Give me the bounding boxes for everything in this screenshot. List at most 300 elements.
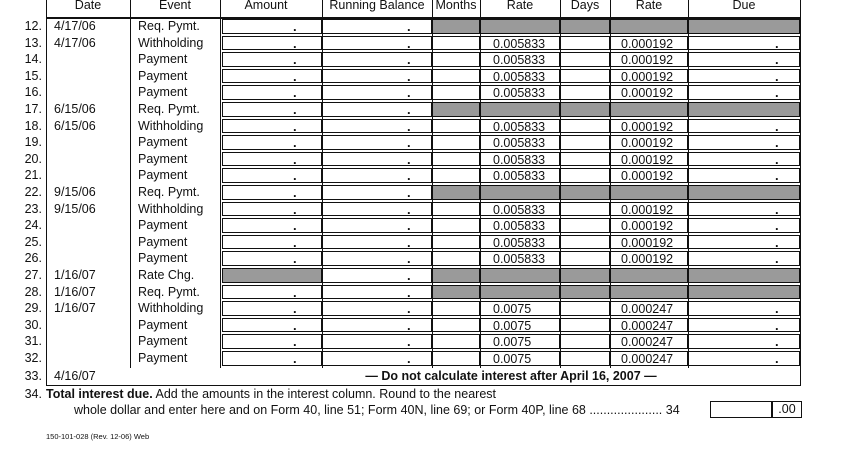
row-event: Payment xyxy=(138,251,188,266)
days-field[interactable] xyxy=(560,69,610,84)
row-date: 6/15/06 xyxy=(54,118,96,133)
line-number: 24. xyxy=(24,218,42,233)
amount-field[interactable] xyxy=(222,351,322,366)
monthly-rate-cell xyxy=(480,334,560,349)
decimal-point: . xyxy=(293,85,297,101)
months-field[interactable] xyxy=(432,235,480,250)
months-field[interactable] xyxy=(432,202,480,217)
running-balance-field[interactable] xyxy=(322,52,432,67)
row-event: Withholding xyxy=(138,35,204,50)
days-field[interactable] xyxy=(560,135,610,150)
line-number: 15. xyxy=(24,68,42,83)
days-field[interactable] xyxy=(560,251,610,266)
decimal-point: . xyxy=(293,19,297,34)
decimal-point: . xyxy=(293,218,297,234)
col-header-days: Days xyxy=(570,0,600,12)
interest-due-field[interactable] xyxy=(688,135,800,150)
total-interest-label: Total interest due. xyxy=(46,387,153,401)
days-field[interactable] xyxy=(560,52,610,67)
daily-rate-cell xyxy=(610,334,688,349)
decimal-point: . xyxy=(775,118,779,134)
table-row xyxy=(0,151,850,168)
months-field[interactable] xyxy=(432,334,480,349)
table-row xyxy=(0,118,850,135)
decimal-point: . xyxy=(407,317,411,333)
decimal-point: . xyxy=(775,334,779,350)
decimal-point: . xyxy=(775,168,779,184)
monthly-rate-value: 0.0075 xyxy=(493,318,532,333)
months-field[interactable] xyxy=(432,36,480,51)
daily-rate-value: 0.000192 xyxy=(621,202,674,217)
monthly-rate-value: 0.005833 xyxy=(493,235,546,250)
line-number: 32. xyxy=(24,351,42,365)
amount-field[interactable] xyxy=(222,168,322,183)
mrate-shaded xyxy=(480,19,560,34)
daily-rate-value: 0.000192 xyxy=(621,136,674,151)
column-divider xyxy=(560,0,561,368)
monthly-rate-cell xyxy=(480,52,560,67)
due-shaded xyxy=(688,268,800,283)
drate-shaded xyxy=(610,19,688,34)
monthly-rate-cell xyxy=(480,301,560,316)
days-shaded xyxy=(560,268,610,283)
decimal-point: . xyxy=(407,284,411,300)
line-number: 18. xyxy=(24,118,42,133)
days-field[interactable] xyxy=(560,168,610,183)
running-balance-field[interactable] xyxy=(322,85,432,100)
decimal-point: . xyxy=(293,102,297,117)
daily-rate-value: 0.000192 xyxy=(621,86,674,101)
table-row xyxy=(0,250,850,267)
row-event: Payment xyxy=(138,334,188,349)
table-row xyxy=(0,134,850,151)
interest-due-field[interactable] xyxy=(688,119,800,134)
daily-rate-cell xyxy=(610,52,688,67)
running-balance-field[interactable] xyxy=(322,334,432,349)
running-balance-field[interactable] xyxy=(322,102,432,117)
decimal-point: . xyxy=(775,351,779,366)
decimal-point: . xyxy=(775,251,779,267)
interest-due-field[interactable] xyxy=(688,235,800,250)
daily-rate-value: 0.000192 xyxy=(621,36,674,51)
daily-rate-value: 0.000247 xyxy=(621,335,674,350)
running-balance-field[interactable] xyxy=(322,251,432,266)
decimal-point: . xyxy=(407,185,411,200)
decimal-point: . xyxy=(407,19,411,34)
total-interest-destination: whole dollar and enter here and on Form 40, line 51; Form 40N, line 69; or Form 40P, line 68 ..................... 34 xyxy=(74,403,680,417)
daily-rate-cell xyxy=(610,135,688,150)
days-field[interactable] xyxy=(560,119,610,134)
mrate-shaded xyxy=(480,285,560,300)
decimal-point: . xyxy=(293,201,297,217)
daily-rate-value: 0.000192 xyxy=(621,53,674,68)
daily-rate-cell xyxy=(610,218,688,233)
days-field[interactable] xyxy=(560,334,610,349)
row-event: Payment xyxy=(138,317,188,332)
decimal-point: . xyxy=(407,85,411,101)
table-row xyxy=(0,84,850,101)
decimal-point: . xyxy=(407,68,411,84)
total-interest-dollars-field[interactable] xyxy=(710,401,772,418)
table-row xyxy=(0,333,850,350)
decimal-point: . xyxy=(407,218,411,234)
row-date: 1/16/07 xyxy=(54,268,96,282)
amount-field[interactable] xyxy=(222,218,322,233)
row-event: Payment xyxy=(138,218,188,233)
interest-due-field[interactable] xyxy=(688,301,800,316)
decimal-point: . xyxy=(293,118,297,134)
months-field[interactable] xyxy=(432,135,480,150)
table-bottom-rule xyxy=(46,385,800,386)
row-event: Payment xyxy=(138,234,188,249)
table-row xyxy=(0,51,850,68)
days-shaded xyxy=(560,285,610,300)
decimal-point: . xyxy=(293,234,297,250)
decimal-point: . xyxy=(293,185,297,200)
drate-shaded xyxy=(610,268,688,283)
decimal-point: . xyxy=(775,52,779,68)
interest-due-field[interactable] xyxy=(688,168,800,183)
row-event: Payment xyxy=(138,85,188,100)
daily-rate-cell xyxy=(610,36,688,51)
monthly-rate-cell xyxy=(480,168,560,183)
row-event: Req. Pymt. xyxy=(138,284,200,299)
running-balance-field[interactable] xyxy=(322,285,432,300)
due-shaded xyxy=(688,19,800,34)
row-event: Withholding xyxy=(138,201,204,216)
months-field[interactable] xyxy=(432,251,480,266)
running-balance-field[interactable] xyxy=(322,202,432,217)
interest-due-field[interactable] xyxy=(688,334,800,349)
amount-field[interactable] xyxy=(222,185,322,200)
table-row xyxy=(0,35,850,52)
table-border-right xyxy=(800,0,801,386)
months-field[interactable] xyxy=(432,301,480,316)
table-border-left xyxy=(46,0,47,386)
monthly-rate-cell xyxy=(480,351,560,366)
monthly-rate-cell xyxy=(480,135,560,150)
days-field[interactable] xyxy=(560,218,610,233)
line-number: 28. xyxy=(24,284,42,299)
amount-field[interactable] xyxy=(222,301,322,316)
interest-due-field[interactable] xyxy=(688,218,800,233)
running-balance-field[interactable] xyxy=(322,36,432,51)
daily-rate-cell xyxy=(610,69,688,84)
amount-field[interactable] xyxy=(222,102,322,117)
table-row xyxy=(0,317,850,334)
interest-due-field[interactable] xyxy=(688,69,800,84)
row-event: Payment xyxy=(138,168,188,183)
decimal-point: . xyxy=(407,301,411,317)
monthly-rate-cell xyxy=(480,119,560,134)
interest-due-field[interactable] xyxy=(688,52,800,67)
line-number: 14. xyxy=(24,52,42,67)
row-event: Payment xyxy=(138,351,188,365)
decimal-point: . xyxy=(407,52,411,68)
daily-rate-cell xyxy=(610,168,688,183)
monthly-rate-value: 0.005833 xyxy=(493,152,546,167)
drate-shaded xyxy=(610,185,688,200)
monthly-rate-value: 0.0075 xyxy=(493,352,532,366)
amount-field[interactable] xyxy=(222,19,322,34)
monthly-rate-value: 0.005833 xyxy=(493,252,546,267)
line-number: 31. xyxy=(24,334,42,349)
decimal-point: . xyxy=(293,52,297,68)
days-field[interactable] xyxy=(560,85,610,100)
interest-due-field[interactable] xyxy=(688,85,800,100)
amount-field[interactable] xyxy=(222,52,322,67)
mrate-shaded xyxy=(480,185,560,200)
decimal-point: . xyxy=(407,135,411,151)
decimal-point: . xyxy=(407,168,411,184)
row-event: Req. Pymt. xyxy=(138,185,200,199)
decimal-point: . xyxy=(775,201,779,217)
decimal-point: . xyxy=(293,135,297,151)
amount-field[interactable] xyxy=(222,334,322,349)
decimal-point: . xyxy=(293,317,297,333)
drate-shaded xyxy=(610,285,688,300)
running-balance-field[interactable] xyxy=(322,119,432,134)
daily-rate-cell xyxy=(610,318,688,333)
line-number: 27. xyxy=(24,268,42,282)
col-header-daily-rate: Rate xyxy=(635,0,663,12)
col-header-months: Months xyxy=(435,0,477,12)
line-number: 30. xyxy=(24,317,42,332)
running-balance-field[interactable] xyxy=(322,69,432,84)
decimal-point: . xyxy=(293,301,297,317)
column-divider xyxy=(130,0,131,368)
days-field[interactable] xyxy=(560,152,610,167)
interest-due-field[interactable] xyxy=(688,351,800,366)
daily-rate-value: 0.000247 xyxy=(621,352,674,366)
table-row xyxy=(0,234,850,251)
months-field[interactable] xyxy=(432,351,480,366)
interest-due-field[interactable] xyxy=(688,251,800,266)
line-number: 33. xyxy=(24,369,42,383)
interest-due-field[interactable] xyxy=(688,36,800,51)
running-balance-field[interactable] xyxy=(322,235,432,250)
amount-field[interactable] xyxy=(222,36,322,51)
row-date: 9/15/06 xyxy=(54,201,96,216)
daily-rate-cell xyxy=(610,152,688,167)
daily-rate-cell xyxy=(610,235,688,250)
decimal-point: . xyxy=(293,168,297,184)
row-event: Withholding xyxy=(138,118,204,133)
row-date: 9/15/06 xyxy=(54,185,96,199)
months-shaded xyxy=(432,268,480,283)
daily-rate-value: 0.000247 xyxy=(621,302,674,317)
interest-due-field[interactable] xyxy=(688,152,800,167)
due-shaded xyxy=(688,285,800,300)
table-row xyxy=(0,368,850,385)
monthly-rate-value: 0.005833 xyxy=(493,86,546,101)
line-number: 22. xyxy=(24,185,42,199)
running-balance-field[interactable] xyxy=(322,185,432,200)
months-field[interactable] xyxy=(432,218,480,233)
months-field[interactable] xyxy=(432,69,480,84)
days-field[interactable] xyxy=(560,36,610,51)
line-number: 21. xyxy=(24,168,42,183)
running-balance-field[interactable] xyxy=(322,351,432,366)
days-shaded xyxy=(560,19,610,34)
amount-field[interactable] xyxy=(222,202,322,217)
line-number: 29. xyxy=(24,301,42,316)
decimal-point: . xyxy=(775,317,779,333)
amount-field[interactable] xyxy=(222,152,322,167)
form-footer: 150-101-028 (Rev. 12-06) Web xyxy=(46,432,150,441)
daily-rate-cell xyxy=(610,301,688,316)
monthly-rate-cell xyxy=(480,218,560,233)
decimal-point: . xyxy=(407,234,411,250)
monthly-rate-value: 0.005833 xyxy=(493,69,546,84)
line-number: 34. xyxy=(24,387,42,401)
line-number: 23. xyxy=(24,201,42,216)
interest-due-field[interactable] xyxy=(688,202,800,217)
total-interest-cents-field: .00 xyxy=(772,401,802,418)
table-row xyxy=(0,300,850,317)
col-header-running-balance: Running Balance xyxy=(329,0,425,12)
daily-rate-value: 0.000192 xyxy=(621,152,674,167)
table-row xyxy=(0,101,850,118)
decimal-point: . xyxy=(775,151,779,167)
days-shaded xyxy=(560,102,610,117)
row-date: 1/16/07 xyxy=(54,301,96,316)
months-shaded xyxy=(432,19,480,34)
amount-field[interactable] xyxy=(222,251,322,266)
header-rule xyxy=(46,17,800,19)
days-field[interactable] xyxy=(560,202,610,217)
amount-shaded xyxy=(222,268,322,283)
amount-field[interactable] xyxy=(222,135,322,150)
column-divider xyxy=(432,0,433,368)
cutoff-note: — Do not calculate interest after April 16, 2007 — xyxy=(365,369,657,383)
row-event: Payment xyxy=(138,52,188,67)
days-field[interactable] xyxy=(560,318,610,333)
table-row xyxy=(0,167,850,184)
column-divider xyxy=(322,0,323,368)
interest-due-field[interactable] xyxy=(688,318,800,333)
monthly-rate-value: 0.005833 xyxy=(493,36,546,51)
running-balance-field[interactable] xyxy=(322,218,432,233)
monthly-rate-cell xyxy=(480,251,560,266)
table-row xyxy=(0,350,850,367)
decimal-point: . xyxy=(293,251,297,267)
decimal-point: . xyxy=(407,201,411,217)
running-balance-field[interactable] xyxy=(322,318,432,333)
amount-field[interactable] xyxy=(222,235,322,250)
daily-rate-value: 0.000192 xyxy=(621,169,674,184)
running-balance-field[interactable] xyxy=(322,301,432,316)
running-balance-field[interactable] xyxy=(322,135,432,150)
running-balance-field[interactable] xyxy=(322,168,432,183)
amount-field[interactable] xyxy=(222,285,322,300)
col-header-date: Date xyxy=(74,0,102,12)
running-balance-field[interactable] xyxy=(322,19,432,34)
line-number: 17. xyxy=(24,102,42,116)
daily-rate-value: 0.000192 xyxy=(621,235,674,250)
amount-field[interactable] xyxy=(222,119,322,134)
col-header-monthly-rate: Rate xyxy=(506,0,534,12)
table-row xyxy=(0,217,850,234)
row-event: Payment xyxy=(138,135,188,150)
days-field[interactable] xyxy=(560,235,610,250)
column-divider xyxy=(220,0,221,368)
table-row xyxy=(0,284,850,301)
decimal-point: . xyxy=(407,151,411,167)
decimal-point: . xyxy=(775,301,779,317)
monthly-rate-value: 0.005833 xyxy=(493,53,546,68)
months-field[interactable] xyxy=(432,318,480,333)
daily-rate-value: 0.000192 xyxy=(621,219,674,234)
days-field[interactable] xyxy=(560,301,610,316)
table-row xyxy=(0,201,850,218)
running-balance-field[interactable] xyxy=(322,152,432,167)
line-number: 13. xyxy=(24,35,42,50)
days-field[interactable] xyxy=(560,351,610,366)
line-number: 12. xyxy=(24,19,42,33)
amount-field[interactable] xyxy=(222,85,322,100)
months-field[interactable] xyxy=(432,85,480,100)
amount-field[interactable] xyxy=(222,69,322,84)
decimal-point: . xyxy=(775,35,779,51)
total-interest-instructions xyxy=(46,386,496,402)
total-interest-text: Add the amounts in the interest column. Round to the nearest xyxy=(152,387,497,401)
drate-shaded xyxy=(610,102,688,117)
decimal-point: . xyxy=(775,135,779,151)
row-date: 4/17/06 xyxy=(54,35,96,50)
decimal-point: . xyxy=(407,251,411,267)
column-divider xyxy=(610,0,611,368)
daily-rate-value: 0.000192 xyxy=(621,119,674,134)
decimal-point: . xyxy=(775,218,779,234)
amount-field[interactable] xyxy=(222,318,322,333)
daily-rate-cell xyxy=(610,85,688,100)
months-field[interactable] xyxy=(432,119,480,134)
decimal-point: . xyxy=(775,68,779,84)
running-balance-field[interactable] xyxy=(322,268,432,283)
row-event: Rate Chg. xyxy=(138,268,195,282)
months-field[interactable] xyxy=(432,152,480,167)
monthly-rate-cell xyxy=(480,69,560,84)
decimal-point: . xyxy=(775,85,779,101)
row-event: Withholding xyxy=(138,301,204,316)
table-row xyxy=(0,267,850,284)
due-shaded xyxy=(688,102,800,117)
monthly-rate-cell xyxy=(480,235,560,250)
decimal-point: . xyxy=(407,35,411,51)
column-divider xyxy=(688,0,689,368)
months-field[interactable] xyxy=(432,168,480,183)
col-header-event: Event xyxy=(159,0,191,12)
months-field[interactable] xyxy=(432,52,480,67)
decimal-point: . xyxy=(407,268,411,283)
decimal-point: . xyxy=(407,334,411,350)
monthly-rate-value: 0.005833 xyxy=(493,169,546,184)
mrate-shaded xyxy=(480,268,560,283)
daily-rate-cell xyxy=(610,202,688,217)
line-number: 20. xyxy=(24,151,42,166)
daily-rate-value: 0.000192 xyxy=(621,69,674,84)
decimal-point: . xyxy=(407,118,411,134)
monthly-rate-cell xyxy=(480,202,560,217)
decimal-point: . xyxy=(293,35,297,51)
daily-rate-cell xyxy=(610,119,688,134)
monthly-rate-value: 0.005833 xyxy=(493,136,546,151)
row-date: 6/15/06 xyxy=(54,102,96,116)
line-number: 19. xyxy=(24,135,42,150)
decimal-point: . xyxy=(775,234,779,250)
monthly-rate-value: 0.005833 xyxy=(493,202,546,217)
